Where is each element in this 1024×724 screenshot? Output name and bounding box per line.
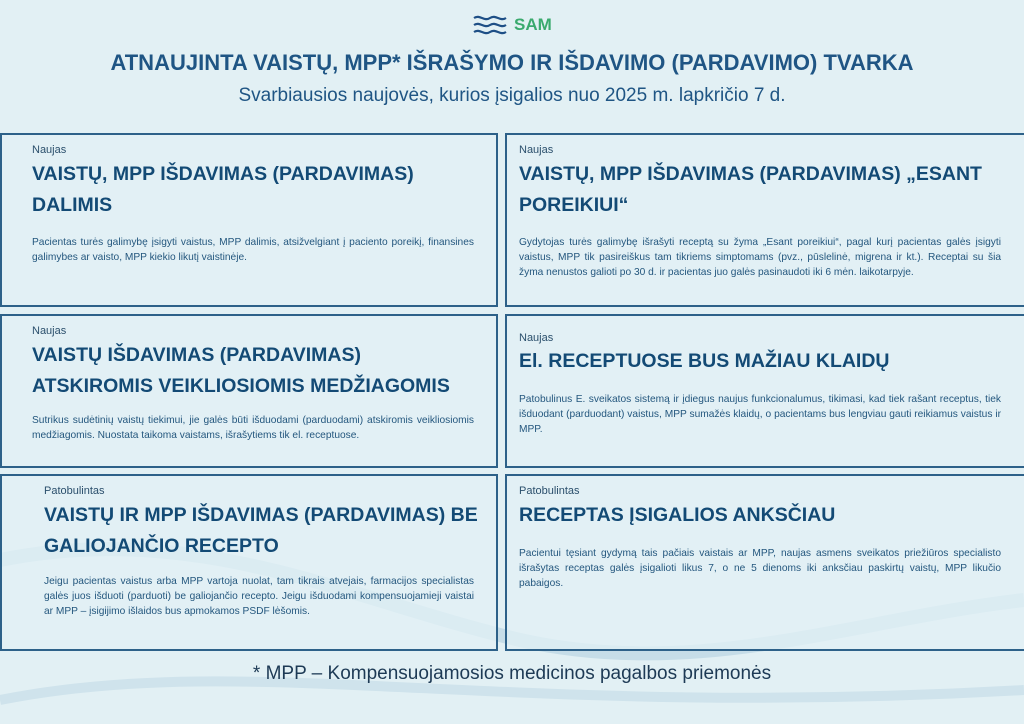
card-tag: Patobulintas bbox=[519, 485, 580, 497]
card-heading: VAISTŲ IŠDAVIMAS (PARDAVIMAS) ATSKIROMIS VEIKLIOSIOMIS MEDŽIAGOMIS bbox=[32, 344, 450, 397]
page-title: ATNAUJINTA VAISTŲ, MPP* IŠRAŠYMO IR IŠDAVIMO (PARDAVIMO) TVARKA bbox=[110, 50, 914, 75]
card-without-valid-prescription bbox=[0, 474, 498, 651]
card-heading: VAISTŲ, MPP IŠDAVIMAS (PARDAVIMAS) DALIMIS bbox=[32, 163, 414, 216]
footnote: * MPP – Kompensuojamosios medicinos pagalbos priemonės bbox=[252, 663, 772, 684]
logo-text: SAM bbox=[514, 15, 552, 34]
card-text: Sutrikus sudėtinių vaistų tiekimui, jie galės būti išduodami (parduodami) atskiromis veikliosiomis medžiagomis. Nuostata taikoma vaistams, išrašytiems tik el. receptuose. bbox=[32, 415, 474, 441]
card-tag: Naujas bbox=[519, 144, 554, 156]
page-subtitle: Svarbiausios naujovės, kurios įsigalios nuo 2025 m. lapkričio 7 d. bbox=[238, 85, 786, 106]
card-tag: Naujas bbox=[519, 332, 554, 344]
card-text: Pacientui tęsiant gydymą tais pačiais vaistais ar MPP, naujas asmens sveikatos priežiūros specialisto išrašytas receptas galės įsigalioti likus 7, o ne 5 dienoms iki anksčiau paskirtų vaistų, MPP likučio pabaigos. bbox=[519, 548, 1001, 589]
card-heading: VAISTŲ IR MPP IŠDAVIMAS (PARDAVIMAS) BE GALIOJANČIO RECEPTO bbox=[44, 504, 478, 557]
card-text: Pacientas turės galimybę įsigyti vaistus, MPP dalimis, atsižvelgiant į paciento poreikį, finansines galimybes ar vaisto, MPP kiekio likutį vaistinėje. bbox=[32, 237, 474, 263]
card-heading: VAISTŲ, MPP IŠDAVIMAS (PARDAVIMAS) „ESANT POREIKIUI“ bbox=[519, 163, 982, 216]
card-heading: RECEPTAS ĮSIGALIOS ANKSČIAU bbox=[519, 504, 836, 526]
card-tag: Patobulintas bbox=[44, 485, 105, 497]
card-text: Gydytojas turės galimybę išrašyti receptą su žyma „Esant poreikiui“, pagal kurį pacientas galės įsigyti vaistus, MPP tik pasireiškus tam tikriems simptomams (pvz., pūslelinė, migrena ir kt.). Receptai su šia žyma nenustos galioti po 30 d. ir pacientas juo galės pasinaudoti iki 6 mėn. laikotarpyje. bbox=[519, 237, 1001, 278]
card-tag: Naujas bbox=[32, 325, 67, 337]
card-heading: El. RECEPTUOSE BUS MAŽIAU KLAIDŲ bbox=[519, 350, 890, 372]
card-fewer-errors bbox=[505, 314, 1024, 468]
card-text: Jeigu pacientas vaistus arba MPP vartoja nuolat, tam tikrais atvejais, farmacijos specialistas galės juos išduoti (parduoti) be galiojančio recepto. Jeigu išduodami kompensuojamieji vaistai ar MPP – įsigijimo išlaidos bus apmokamos PSDF lėšomis. bbox=[44, 576, 474, 617]
card-prescription-earlier bbox=[505, 474, 1024, 651]
logo-mesh-icon bbox=[472, 14, 508, 36]
card-text: Patobulinus E. sveikatos sistemą ir įdiegus naujus funkcionalumus, tikimasi, kad tiek rašant receptus, tiek išduodant (parduodant) vaistus, MPP sumažės klaidų, o pacientams bus lengviau gauti reikiamus vaistus ir MPP. bbox=[519, 394, 1001, 435]
card-active-substances bbox=[0, 314, 498, 468]
card-partial-dispensing bbox=[0, 133, 498, 307]
card-tag: Naujas bbox=[32, 144, 67, 156]
sam-logo bbox=[472, 14, 552, 36]
card-as-needed bbox=[505, 133, 1024, 307]
